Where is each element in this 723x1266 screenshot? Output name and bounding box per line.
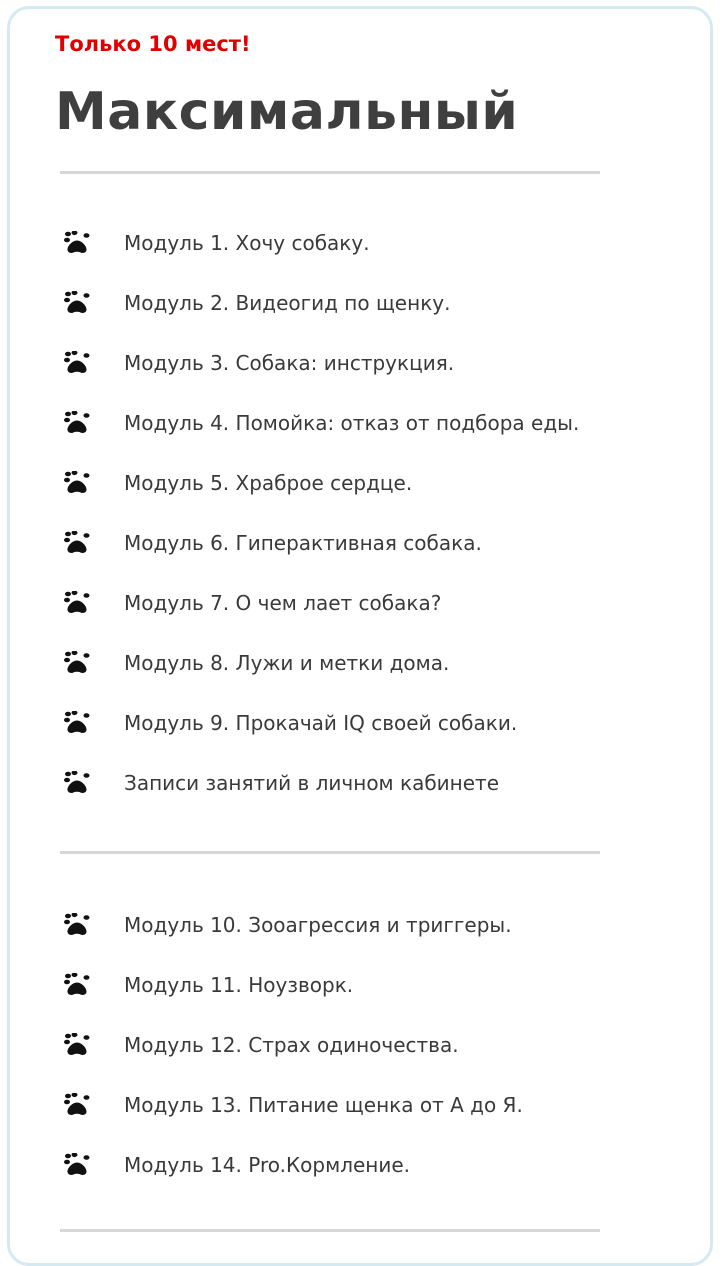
paw-icon xyxy=(63,411,91,435)
list-item xyxy=(0,1151,700,1211)
module-list-extra xyxy=(0,911,700,1211)
list-item xyxy=(0,409,700,469)
list-item-label: Модуль 1. Хочу собаку. xyxy=(124,231,370,255)
limited-seats-badge: Только 10 мест! xyxy=(55,32,251,56)
tariff-title: Максимальный xyxy=(55,82,519,142)
list-item xyxy=(0,229,700,289)
list-item xyxy=(0,709,700,769)
list-item-label: Модуль 5. Храброе сердце. xyxy=(124,471,413,495)
paw-icon xyxy=(63,291,91,315)
list-item xyxy=(0,769,700,829)
paw-icon xyxy=(63,231,91,255)
paw-icon xyxy=(63,471,91,495)
list-item xyxy=(0,589,700,649)
list-item xyxy=(0,649,700,709)
paw-icon xyxy=(63,531,91,555)
list-item xyxy=(0,349,700,409)
divider-bottom xyxy=(60,1229,600,1232)
paw-icon xyxy=(63,973,91,997)
list-item xyxy=(0,1031,700,1091)
list-item-label: Модуль 12. Страх одиночества. xyxy=(124,1033,459,1057)
divider-middle xyxy=(60,851,600,854)
divider-top xyxy=(60,171,600,174)
list-item xyxy=(0,529,700,589)
list-item xyxy=(0,289,700,349)
paw-icon xyxy=(63,771,91,795)
list-item-label: Модуль 10. Зооагрессия и триггеры. xyxy=(124,913,512,937)
list-item xyxy=(0,971,700,1031)
paw-icon xyxy=(63,711,91,735)
list-item-label: Модуль 13. Питание щенка от А до Я. xyxy=(124,1093,523,1117)
list-item-label: Модуль 9. Прокачай IQ своей собаки. xyxy=(124,711,518,735)
list-item-label: Модуль 8. Лужи и метки дома. xyxy=(124,651,450,675)
paw-icon xyxy=(63,351,91,375)
list-item xyxy=(0,1091,700,1151)
list-item-label: Модуль 7. О чем лает собака? xyxy=(124,591,442,615)
paw-icon xyxy=(63,1033,91,1057)
list-item xyxy=(0,469,700,529)
list-item-label: Модуль 3. Собака: инструкция. xyxy=(124,351,455,375)
list-item-label: Модуль 14. Pro.Кормление. xyxy=(124,1153,411,1177)
paw-icon xyxy=(63,1153,91,1177)
list-item-label: Модуль 2. Видеогид по щенку. xyxy=(124,291,451,315)
list-item-label: Модуль 6. Гиперактивная собака. xyxy=(124,531,482,555)
paw-icon xyxy=(63,913,91,937)
list-item-label: Модуль 11. Ноузворк. xyxy=(124,973,354,997)
list-item-label: Модуль 4. Помойка: отказ от подбора еды. xyxy=(124,411,580,435)
list-item-label: Записи занятий в личном кабинете xyxy=(124,771,500,795)
paw-icon xyxy=(63,651,91,675)
paw-icon xyxy=(63,1093,91,1117)
module-list-main xyxy=(0,229,700,829)
paw-icon xyxy=(63,591,91,615)
list-item xyxy=(0,911,700,971)
